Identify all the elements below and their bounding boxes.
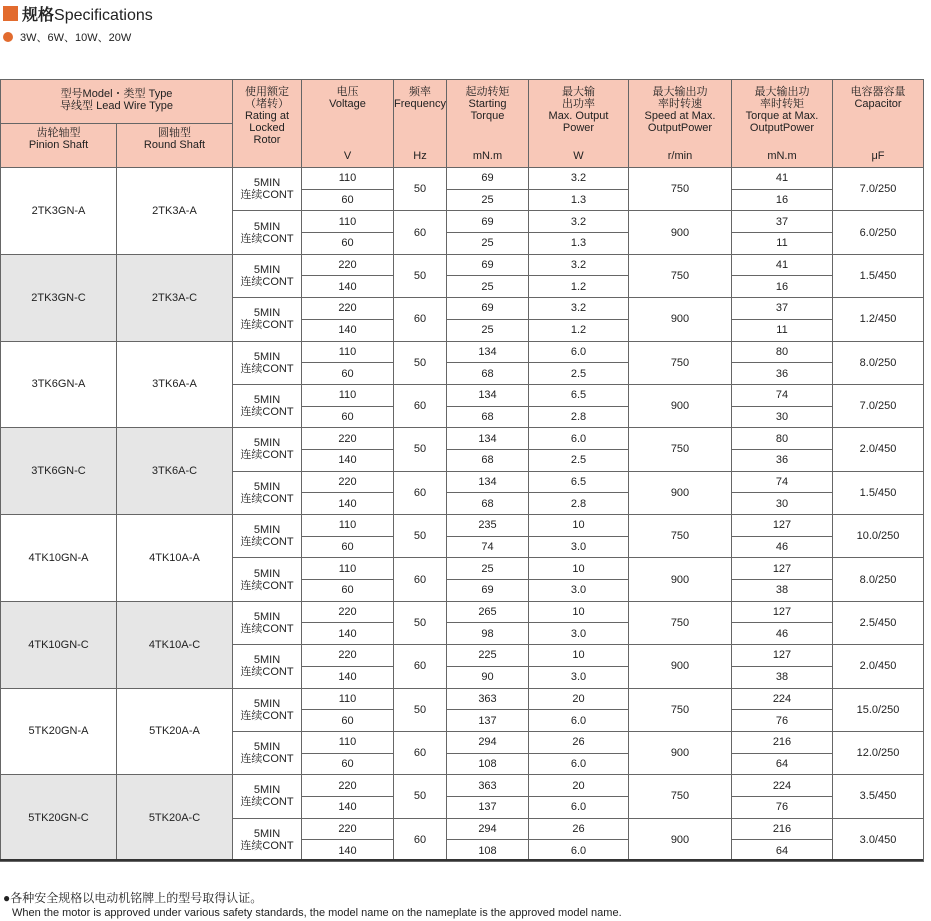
rating-5min: 5MIN bbox=[253, 741, 281, 754]
starting-torque-cell: 25 bbox=[447, 233, 529, 255]
starting-torque-cell: 69 bbox=[447, 254, 529, 276]
voltage-cell: 110 bbox=[302, 731, 394, 753]
rating-cell bbox=[233, 211, 302, 254]
max-torque-cell: 216 bbox=[732, 731, 833, 753]
voltage-cell: 220 bbox=[302, 254, 394, 276]
frequency-cell: 50 bbox=[394, 341, 447, 384]
model-type-header: 型号Model・类型 Type 导线型 Lead Wire Type bbox=[1, 80, 233, 124]
rating-cell bbox=[233, 731, 302, 774]
max-power-cell: 2.8 bbox=[529, 406, 629, 428]
max-power-cell: 6.5 bbox=[529, 471, 629, 493]
starting-torque-cell: 134 bbox=[447, 428, 529, 450]
starting-torque-cell: 68 bbox=[447, 363, 529, 385]
capacitor-cell: 1.2/450 bbox=[833, 298, 924, 341]
capacitor-cell: 2.0/450 bbox=[833, 645, 924, 688]
speed-cell: 900 bbox=[629, 731, 732, 774]
voltage-cell: 220 bbox=[302, 428, 394, 450]
max-power-cell: 6.0 bbox=[529, 840, 629, 862]
rating-5min: 5MIN bbox=[253, 220, 281, 233]
rating-5min: 5MIN bbox=[253, 480, 281, 493]
voltage-cell: 110 bbox=[302, 384, 394, 406]
voltage-cell: 140 bbox=[302, 276, 394, 298]
starting-torque-cell: 25 bbox=[447, 189, 529, 211]
capacitor-cell: 2.0/450 bbox=[833, 428, 924, 471]
pinion-model-cell: 2TK3GN-A bbox=[1, 168, 117, 255]
max-torque-cell: 76 bbox=[732, 710, 833, 732]
max-torque-cell: 64 bbox=[732, 840, 833, 862]
pinion-model-cell: 4TK10GN-C bbox=[1, 601, 117, 688]
max-power-cell: 1.3 bbox=[529, 189, 629, 211]
bullet-dot-icon bbox=[3, 32, 13, 42]
speed-cell: 750 bbox=[629, 515, 732, 558]
spec-table-body bbox=[1, 168, 924, 862]
speed-cell: 900 bbox=[629, 211, 732, 254]
rating-cell bbox=[233, 558, 302, 601]
starting-torque-cell: 265 bbox=[447, 601, 529, 623]
max-power-cell: 10 bbox=[529, 601, 629, 623]
rating-cell bbox=[233, 428, 302, 471]
max-power-cell: 20 bbox=[529, 775, 629, 797]
capacitor-cell: 7.0/250 bbox=[833, 168, 924, 211]
pinion-model-cell: 5TK20GN-C bbox=[1, 775, 117, 862]
starting-torque-cell: 68 bbox=[447, 493, 529, 515]
rating-cont: 连续CONT bbox=[240, 753, 294, 766]
rating-5min: 5MIN bbox=[253, 263, 281, 276]
speed-cell: 900 bbox=[629, 298, 732, 341]
starting-torque-header: 起动转矩 Starting Torque mN.m bbox=[447, 80, 529, 168]
max-power-cell: 3.0 bbox=[529, 623, 629, 645]
starting-torque-cell: 90 bbox=[447, 666, 529, 688]
speed-cell: 750 bbox=[629, 688, 732, 731]
capacitor-cell: 1.5/450 bbox=[833, 254, 924, 297]
starting-torque-cell: 69 bbox=[447, 168, 529, 190]
rating-cell bbox=[233, 688, 302, 731]
max-torque-cell: 37 bbox=[732, 298, 833, 320]
bottom-rule bbox=[0, 859, 923, 861]
table-row bbox=[1, 428, 924, 450]
starting-torque-cell: 134 bbox=[447, 471, 529, 493]
max-torque-cell: 64 bbox=[732, 753, 833, 775]
rating-cont: 连续CONT bbox=[240, 709, 294, 722]
voltage-cell: 60 bbox=[302, 233, 394, 255]
rating-header: 使用额定 （堵转） Rating at Locked Rotor bbox=[233, 80, 302, 168]
speed-cell: 900 bbox=[629, 645, 732, 688]
rating-cell bbox=[233, 168, 302, 211]
max-power-cell: 2.5 bbox=[529, 363, 629, 385]
frequency-cell: 50 bbox=[394, 515, 447, 558]
voltage-cell: 60 bbox=[302, 710, 394, 732]
voltage-header: 电压 Voltage V bbox=[302, 80, 394, 168]
orange-square-icon bbox=[3, 6, 18, 21]
rating-5min: 5MIN bbox=[253, 437, 281, 450]
rating-cell bbox=[233, 254, 302, 297]
max-torque-cell: 127 bbox=[732, 601, 833, 623]
frequency-cell: 60 bbox=[394, 471, 447, 514]
spec-table bbox=[0, 79, 924, 862]
starting-torque-cell: 25 bbox=[447, 319, 529, 341]
max-torque-header: 最大输出功 率时转矩 Torque at Max. OutputPower mN.m bbox=[732, 80, 833, 168]
max-power-cell: 6.5 bbox=[529, 384, 629, 406]
frequency-cell: 50 bbox=[394, 254, 447, 297]
max-power-cell: 10 bbox=[529, 558, 629, 580]
rating-cell bbox=[233, 645, 302, 688]
max-power-cell: 3.0 bbox=[529, 536, 629, 558]
title-en: Specifications bbox=[54, 6, 153, 24]
capacitor-header: 电容器容量 Capacitor μF bbox=[833, 80, 924, 168]
frequency-cell: 60 bbox=[394, 645, 447, 688]
capacitor-cell: 8.0/250 bbox=[833, 558, 924, 601]
max-power-cell: 3.2 bbox=[529, 211, 629, 233]
starting-torque-cell: 69 bbox=[447, 211, 529, 233]
round-model-cell: 4TK10A-A bbox=[117, 515, 233, 602]
rating-5min: 5MIN bbox=[253, 394, 281, 407]
rating-cont: 连续CONT bbox=[240, 406, 294, 419]
rating-cont: 连续CONT bbox=[240, 579, 294, 592]
wattage-list: 3W、6W、10W、20W bbox=[20, 32, 132, 44]
max-torque-cell: 127 bbox=[732, 515, 833, 537]
max-torque-cell: 74 bbox=[732, 384, 833, 406]
rating-cont: 连续CONT bbox=[240, 839, 294, 852]
rating-cont: 连续CONT bbox=[240, 275, 294, 288]
capacitor-cell: 6.0/250 bbox=[833, 211, 924, 254]
frequency-cell: 60 bbox=[394, 818, 447, 861]
voltage-cell: 110 bbox=[302, 688, 394, 710]
capacitor-cell: 15.0/250 bbox=[833, 688, 924, 731]
rating-5min: 5MIN bbox=[253, 827, 281, 840]
starting-torque-cell: 98 bbox=[447, 623, 529, 645]
rating-cont: 连续CONT bbox=[240, 319, 294, 332]
voltage-cell: 110 bbox=[302, 515, 394, 537]
speed-cell: 900 bbox=[629, 558, 732, 601]
frequency-cell: 60 bbox=[394, 211, 447, 254]
round-model-cell: 3TK6A-C bbox=[117, 428, 233, 515]
max-torque-cell: 38 bbox=[732, 666, 833, 688]
rating-cell bbox=[233, 341, 302, 384]
capacitor-cell: 1.5/450 bbox=[833, 471, 924, 514]
frequency-cell: 50 bbox=[394, 168, 447, 211]
voltage-cell: 60 bbox=[302, 363, 394, 385]
rating-5min: 5MIN bbox=[253, 307, 281, 320]
max-torque-cell: 46 bbox=[732, 623, 833, 645]
section-title bbox=[3, 2, 153, 24]
speed-cell: 750 bbox=[629, 254, 732, 297]
rating-cont: 连续CONT bbox=[240, 189, 294, 202]
note-cn: ●各种安全规格以电动机铭牌上的型号取得认证。 bbox=[3, 891, 263, 905]
voltage-cell: 60 bbox=[302, 189, 394, 211]
max-torque-cell: 30 bbox=[732, 493, 833, 515]
frequency-cell: 50 bbox=[394, 601, 447, 644]
max-torque-cell: 76 bbox=[732, 796, 833, 818]
starting-torque-cell: 294 bbox=[447, 818, 529, 840]
max-torque-cell: 30 bbox=[732, 406, 833, 428]
max-power-cell: 3.0 bbox=[529, 666, 629, 688]
max-power-cell: 6.0 bbox=[529, 428, 629, 450]
rating-cell bbox=[233, 601, 302, 644]
rating-cell bbox=[233, 384, 302, 427]
voltage-cell: 220 bbox=[302, 818, 394, 840]
rating-5min: 5MIN bbox=[253, 350, 281, 363]
starting-torque-cell: 294 bbox=[447, 731, 529, 753]
max-power-cell: 26 bbox=[529, 731, 629, 753]
round-model-cell: 2TK3A-C bbox=[117, 254, 233, 341]
speed-cell: 900 bbox=[629, 818, 732, 861]
max-torque-cell: 216 bbox=[732, 818, 833, 840]
max-power-cell: 3.2 bbox=[529, 168, 629, 190]
frequency-cell: 50 bbox=[394, 428, 447, 471]
max-torque-cell: 74 bbox=[732, 471, 833, 493]
max-power-cell: 3.2 bbox=[529, 298, 629, 320]
starting-torque-cell: 137 bbox=[447, 796, 529, 818]
rating-5min: 5MIN bbox=[253, 567, 281, 580]
starting-torque-cell: 25 bbox=[447, 276, 529, 298]
voltage-cell: 220 bbox=[302, 775, 394, 797]
rating-cont: 连续CONT bbox=[240, 362, 294, 375]
starting-torque-cell: 363 bbox=[447, 775, 529, 797]
rating-cont: 连续CONT bbox=[240, 492, 294, 505]
rating-cont: 连续CONT bbox=[240, 536, 294, 549]
rating-5min: 5MIN bbox=[253, 784, 281, 797]
max-power-cell: 26 bbox=[529, 818, 629, 840]
table-row bbox=[1, 341, 924, 363]
max-torque-cell: 16 bbox=[732, 189, 833, 211]
voltage-cell: 110 bbox=[302, 341, 394, 363]
pinion-model-cell: 3TK6GN-A bbox=[1, 341, 117, 428]
starting-torque-cell: 68 bbox=[447, 449, 529, 471]
round-model-cell: 3TK6A-A bbox=[117, 341, 233, 428]
capacitor-cell: 10.0/250 bbox=[833, 515, 924, 558]
max-torque-cell: 38 bbox=[732, 580, 833, 602]
starting-torque-cell: 69 bbox=[447, 580, 529, 602]
max-power-cell: 1.2 bbox=[529, 319, 629, 341]
rating-5min: 5MIN bbox=[253, 654, 281, 667]
speed-header: 最大输出功 率时转速 Speed at Max. OutputPower r/min bbox=[629, 80, 732, 168]
wattage-line bbox=[3, 30, 131, 44]
speed-cell: 750 bbox=[629, 341, 732, 384]
voltage-cell: 220 bbox=[302, 471, 394, 493]
rating-5min: 5MIN bbox=[253, 524, 281, 537]
voltage-cell: 220 bbox=[302, 601, 394, 623]
voltage-cell: 140 bbox=[302, 840, 394, 862]
max-torque-cell: 127 bbox=[732, 645, 833, 667]
rating-5min: 5MIN bbox=[253, 177, 281, 190]
voltage-cell: 60 bbox=[302, 753, 394, 775]
rating-5min: 5MIN bbox=[253, 697, 281, 710]
table-row bbox=[1, 515, 924, 537]
rating-cell bbox=[233, 298, 302, 341]
table-row bbox=[1, 254, 924, 276]
max-power-cell: 20 bbox=[529, 688, 629, 710]
pinion-model-cell: 3TK6GN-C bbox=[1, 428, 117, 515]
capacitor-cell: 2.5/450 bbox=[833, 601, 924, 644]
voltage-cell: 110 bbox=[302, 168, 394, 190]
max-torque-cell: 41 bbox=[732, 168, 833, 190]
max-power-cell: 10 bbox=[529, 515, 629, 537]
speed-cell: 750 bbox=[629, 168, 732, 211]
max-power-header: 最大输 出功率 Max. Output Power W bbox=[529, 80, 629, 168]
starting-torque-cell: 74 bbox=[447, 536, 529, 558]
speed-cell: 900 bbox=[629, 384, 732, 427]
max-torque-cell: 11 bbox=[732, 233, 833, 255]
voltage-cell: 110 bbox=[302, 211, 394, 233]
capacitor-cell: 3.5/450 bbox=[833, 775, 924, 818]
voltage-cell: 140 bbox=[302, 796, 394, 818]
voltage-cell: 140 bbox=[302, 449, 394, 471]
voltage-cell: 140 bbox=[302, 493, 394, 515]
capacitor-cell: 3.0/450 bbox=[833, 818, 924, 861]
capacitor-cell: 12.0/250 bbox=[833, 731, 924, 774]
voltage-cell: 140 bbox=[302, 666, 394, 688]
starting-torque-cell: 235 bbox=[447, 515, 529, 537]
round-model-cell: 4TK10A-C bbox=[117, 601, 233, 688]
max-power-cell: 2.8 bbox=[529, 493, 629, 515]
max-power-cell: 10 bbox=[529, 645, 629, 667]
starting-torque-cell: 363 bbox=[447, 688, 529, 710]
max-power-cell: 6.0 bbox=[529, 710, 629, 732]
max-torque-cell: 80 bbox=[732, 428, 833, 450]
voltage-cell: 220 bbox=[302, 298, 394, 320]
rating-cell bbox=[233, 515, 302, 558]
round-model-cell: 2TK3A-A bbox=[117, 168, 233, 255]
table-row bbox=[1, 168, 924, 190]
max-torque-cell: 41 bbox=[732, 254, 833, 276]
speed-cell: 750 bbox=[629, 428, 732, 471]
capacitor-cell: 7.0/250 bbox=[833, 384, 924, 427]
voltage-cell: 220 bbox=[302, 645, 394, 667]
pinion-model-cell: 2TK3GN-C bbox=[1, 254, 117, 341]
round-model-cell: 5TK20A-A bbox=[117, 688, 233, 775]
max-torque-cell: 16 bbox=[732, 276, 833, 298]
rating-cell bbox=[233, 471, 302, 514]
max-torque-cell: 80 bbox=[732, 341, 833, 363]
max-torque-cell: 36 bbox=[732, 449, 833, 471]
frequency-cell: 60 bbox=[394, 384, 447, 427]
rating-cont: 连续CONT bbox=[240, 796, 294, 809]
starting-torque-cell: 68 bbox=[447, 406, 529, 428]
rating-cont: 连续CONT bbox=[240, 449, 294, 462]
table-row bbox=[1, 601, 924, 623]
starting-torque-cell: 108 bbox=[447, 753, 529, 775]
max-power-cell: 2.5 bbox=[529, 449, 629, 471]
frequency-cell: 60 bbox=[394, 298, 447, 341]
round-model-cell: 5TK20A-C bbox=[117, 775, 233, 862]
starting-torque-cell: 137 bbox=[447, 710, 529, 732]
max-torque-cell: 224 bbox=[732, 775, 833, 797]
voltage-cell: 140 bbox=[302, 623, 394, 645]
round-shaft-header: 圆轴型 Round Shaft bbox=[117, 124, 233, 168]
rating-cell bbox=[233, 818, 302, 861]
starting-torque-cell: 134 bbox=[447, 341, 529, 363]
max-power-cell: 6.0 bbox=[529, 753, 629, 775]
starting-torque-cell: 225 bbox=[447, 645, 529, 667]
voltage-cell: 60 bbox=[302, 536, 394, 558]
max-torque-cell: 36 bbox=[732, 363, 833, 385]
max-power-cell: 6.0 bbox=[529, 796, 629, 818]
max-torque-cell: 11 bbox=[732, 319, 833, 341]
title-cn: 规格 bbox=[22, 6, 55, 24]
max-torque-cell: 127 bbox=[732, 558, 833, 580]
frequency-header: 频率 Frequency Hz bbox=[394, 80, 447, 168]
starting-torque-cell: 108 bbox=[447, 840, 529, 862]
speed-cell: 750 bbox=[629, 775, 732, 818]
pinion-model-cell: 4TK10GN-A bbox=[1, 515, 117, 602]
starting-torque-cell: 25 bbox=[447, 558, 529, 580]
capacitor-cell: 8.0/250 bbox=[833, 341, 924, 384]
rating-5min: 5MIN bbox=[253, 610, 281, 623]
speed-cell: 900 bbox=[629, 471, 732, 514]
rating-cont: 连续CONT bbox=[240, 232, 294, 245]
voltage-cell: 60 bbox=[302, 406, 394, 428]
max-power-cell: 3.2 bbox=[529, 254, 629, 276]
max-power-cell: 1.3 bbox=[529, 233, 629, 255]
max-torque-cell: 46 bbox=[732, 536, 833, 558]
starting-torque-cell: 69 bbox=[447, 298, 529, 320]
frequency-cell: 50 bbox=[394, 688, 447, 731]
frequency-cell: 60 bbox=[394, 558, 447, 601]
pinion-shaft-header: 齿轮轴型 Pinion Shaft bbox=[1, 124, 117, 168]
starting-torque-cell: 134 bbox=[447, 384, 529, 406]
table-row bbox=[1, 775, 924, 797]
voltage-cell: 110 bbox=[302, 558, 394, 580]
frequency-cell: 60 bbox=[394, 731, 447, 774]
rating-cont: 连续CONT bbox=[240, 666, 294, 679]
frequency-cell: 50 bbox=[394, 775, 447, 818]
pinion-model-cell: 5TK20GN-A bbox=[1, 688, 117, 775]
voltage-cell: 140 bbox=[302, 319, 394, 341]
max-torque-cell: 37 bbox=[732, 211, 833, 233]
max-power-cell: 6.0 bbox=[529, 341, 629, 363]
voltage-cell: 60 bbox=[302, 580, 394, 602]
rating-cell bbox=[233, 775, 302, 818]
table-row bbox=[1, 688, 924, 710]
speed-cell: 750 bbox=[629, 601, 732, 644]
rating-cont: 连续CONT bbox=[240, 622, 294, 635]
max-torque-cell: 224 bbox=[732, 688, 833, 710]
max-power-cell: 3.0 bbox=[529, 580, 629, 602]
note-en: When the motor is approved under various safety standards, the model name on the nameplate is the approved model name. bbox=[12, 907, 622, 919]
max-power-cell: 1.2 bbox=[529, 276, 629, 298]
